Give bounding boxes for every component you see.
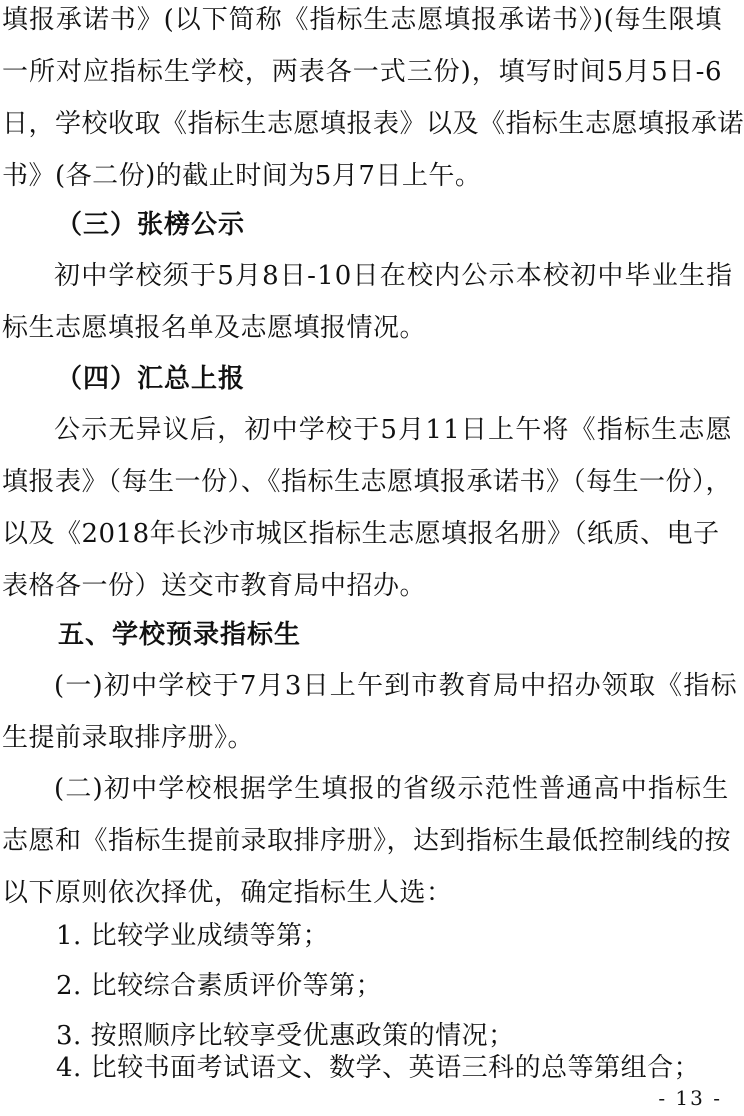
body-line: 书》(各二份)的截止时间为5月7日上午。	[2, 161, 482, 191]
body-line: 表格各一份）送交市教育局中招办。	[2, 571, 427, 601]
criteria-item: 3. 按照顺序比较享受优惠政策的情况；	[56, 1021, 515, 1051]
section-heading-4: （四）汇总上报	[56, 364, 246, 394]
body-line: 填报承诺书》(以下简称《指标生志愿填报承诺书》)(每生限填	[2, 5, 722, 35]
body-line: (一)初中学校于7月3日上午到市教育局中招办领取《指标	[54, 671, 738, 701]
body-line: 以及《2018年长沙市城区指标生志愿填报名册》（纸质、电子	[2, 519, 720, 549]
part-heading-5: 五、学校预录指标生	[58, 620, 302, 650]
criteria-item: 1. 比较学业成绩等第；	[56, 921, 330, 951]
criteria-item: 4. 比较书面考试语文、数学、英语三科的总等第组合；	[56, 1053, 701, 1083]
body-line: 生提前录取排序册》。	[2, 723, 255, 753]
body-line: 标生志愿填报名单及志愿填报情况。	[2, 313, 427, 343]
criteria-item: 2. 比较综合素质评价等第；	[56, 971, 383, 1001]
page-number: - 13 -	[658, 1086, 722, 1110]
body-line: 初中学校须于5月8日-10日在校内公示本校初中毕业生指	[54, 261, 734, 291]
section-heading-3: （三）张榜公示	[56, 210, 246, 240]
body-line: 一所对应指标生学校，两表各一式三份)，填写时间5月5日-6	[2, 57, 722, 87]
body-line: (二)初中学校根据学生填报的省级示范性普通高中指标生	[54, 774, 730, 804]
body-line: 以下原则依次择优，确定指标生人选：	[2, 878, 453, 908]
body-line: 公示无异议后，初中学校于5月11日上午将《指标生志愿	[54, 415, 733, 445]
body-line: 填报表》（每生一份）、《指标生志愿填报承诺书》（每生一份），	[2, 467, 733, 497]
body-line: 日，学校收取《指标生志愿填报表》以及《指标生志愿填报承诺	[2, 109, 744, 139]
body-line: 志愿和《指标生提前录取排序册》，达到指标生最低控制线的按	[2, 826, 732, 856]
